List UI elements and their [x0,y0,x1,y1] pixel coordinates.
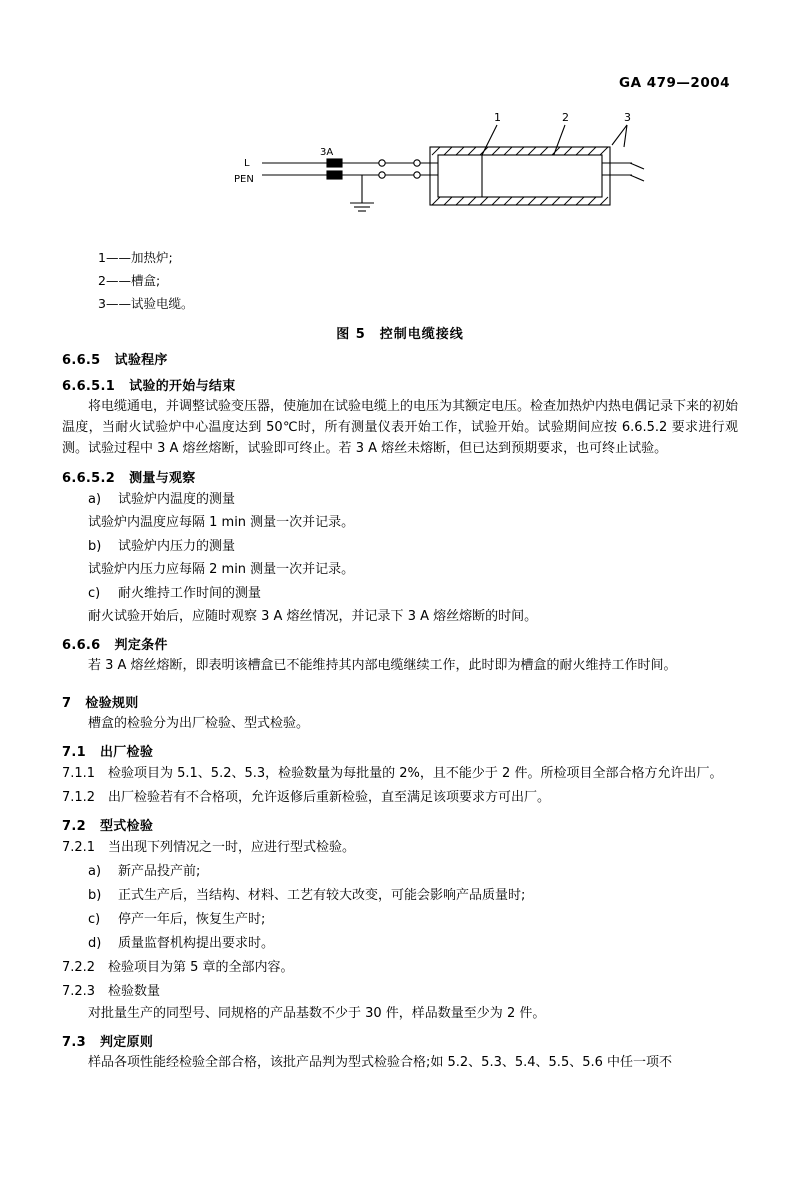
list-item [62,885,738,906]
figure-label-pen: PEN [234,174,254,185]
paragraph-7-2-1-number: 7.2.1 [62,839,96,855]
paragraph-7-3: 样品各项性能经检验全部合格，该批产品判为型式检验合格;如 5.2、5.3、5.4、5.5、5.6 中任一项不 [88,1055,673,1071]
heading-7-2-number: 7.2 [62,818,86,834]
heading-7-title: 检验规则 [85,695,139,711]
legend-item-1: 1——加热炉; [98,250,173,265]
heading-6-6-5-2-number: 6.6.5.2 [62,470,116,486]
paragraph-7-1-1-text: 检验项目为 5.1、5.2、5.3，检验数量为每批量的 2%，且不能少于 2 件。所检项目全部合格方允许出厂。 [108,765,723,781]
list-item-text: 质量监督机构提出要求时。 [118,936,275,952]
circuit-diagram [232,105,662,235]
paragraph-7-1-1-number: 7.1.1 [62,765,96,781]
paragraph-6-6-5-1: 将电缆通电，并调整试验变压器，使施加在试验电缆上的电压为其额定电压。检查加热炉内热电偶记录下来的初始温度，当耐火试验炉中心温度达到 50℃时，所有测量仪表开始工作，试验开始。试验期间应按 6.6.5.2 要求进行观测。试验过程中 3 A 熔丝熔断，试验即可终止。若 3 A 熔丝未熔断，但已达到预期要求，也可终止试验。 [62,399,739,457]
figure-label-fuse: 3A [320,147,334,158]
paragraph-7-1-1 [62,763,738,784]
paragraph-7-intro: 槽盒的检验分为出厂检验、型式检验。 [88,715,310,731]
figure-label-2: 2 [562,111,569,124]
list-item-label: b) [88,888,102,904]
paragraph-7-2-3-number: 7.2.3 [62,984,96,1000]
heading-6-6-5-title: 试验程序 [114,353,168,369]
list-item-text: 试验炉内温度的测量 [118,491,236,507]
heading-7-2-title: 型式检验 [99,818,154,834]
heading-6-6-5-2 [62,467,738,486]
list-item-label: b) [88,538,102,554]
list-item-detail: 试验炉内温度应每隔 1 min 测量一次并记录。 [88,514,355,530]
list-item [62,909,738,930]
heading-7-3-title: 判定原则 [99,1035,154,1051]
list-item-detail: 耐火试验开始后，应随时观察 3 A 熔丝情况，并记录下 3 A 熔丝熔断的时间。 [88,608,538,624]
figure-label-1: 1 [494,111,501,124]
page-header: GA 479—2004 [619,75,730,91]
heading-6-6-5 [62,349,738,368]
list-item-text: 耐火维持工作时间的测量 [118,585,262,601]
legend-item-2: 2——槽盒; [98,273,161,289]
list-item [62,489,738,510]
paragraph-7-2-2 [62,957,738,978]
list-item-text: 试验炉内压力的测量 [118,538,236,554]
paragraph-7-2-2-text: 检验项目为第 5 章的全部内容。 [108,960,294,976]
list-item-detail: 试验炉内压力应每隔 2 min 测量一次并记录。 [88,561,355,577]
heading-7-3 [62,1031,738,1050]
figure-label-3: 3 [624,111,631,124]
figure-legend [62,246,738,315]
list-item-label: d) [88,936,102,952]
legend-item-3: 3——试验电缆。 [98,296,194,312]
paragraph-7-2-3-text: 检验数量 [108,984,161,1000]
list-item-text: 停产一年后，恢复生产时; [118,912,266,928]
heading-6-6-5-1-title: 试验的开始与结束 [129,379,236,395]
list-item [62,583,738,604]
heading-7-1-title: 出厂检验 [99,744,154,760]
paragraph-7-1-2-text: 出厂检验若有不合格项，允许返修后重新检验，直至满足该项要求方可出厂。 [108,789,551,805]
list-item-label: c) [88,912,101,928]
paragraph-7-2-1-text: 当出现下列情况之一时，应进行型式检验。 [108,839,356,855]
heading-6-6-5-2-title: 测量与观察 [129,470,196,486]
heading-6-6-6 [62,634,738,653]
heading-7 [62,692,738,711]
list-item-label: a) [88,491,102,507]
list-item-text: 正式生产后，当结构、材料、工艺有较大改变，可能会影响产品质量时; [118,888,526,904]
heading-6-6-5-1 [62,375,738,394]
figure-label-l: L [244,158,250,169]
heading-7-3-number: 7.3 [62,1035,86,1051]
heading-6-6-5-1-number: 6.6.5.1 [62,379,116,395]
heading-7-1-number: 7.1 [62,744,86,760]
paragraph-7-2-3-detail: 对批量生产的同型号、同规格的产品基数不少于 30 件，样品数量至少为 2 件。 [88,1006,546,1022]
paragraph-7-2-1 [62,837,738,858]
list-item [62,933,738,954]
heading-6-6-6-title: 判定条件 [114,637,168,653]
paragraph-7-1-2-number: 7.1.2 [62,789,96,805]
list-item-text: 新产品投产前; [118,864,201,880]
figure-5 [62,105,738,240]
list-item [62,536,738,557]
paragraph-7-2-3 [62,981,738,1002]
list-item-label: a) [88,864,102,880]
heading-7-1 [62,741,738,760]
list-item [62,861,738,882]
paragraph-7-1-2 [62,787,738,808]
figure-caption: 图 5 控制电缆接线 [336,327,464,343]
heading-6-6-6-number: 6.6.6 [62,637,101,653]
paragraph-6-6-6: 若 3 A 熔丝熔断，即表明该槽盒已不能维持其内部电缆继续工作，此时即为槽盒的耐火维持工作时间。 [88,657,677,673]
paragraph-7-2-2-number: 7.2.2 [62,960,96,976]
heading-6-6-5-number: 6.6.5 [62,353,101,369]
list-item-label: c) [88,585,101,601]
heading-7-2 [62,815,738,834]
heading-7-number: 7 [62,695,72,711]
